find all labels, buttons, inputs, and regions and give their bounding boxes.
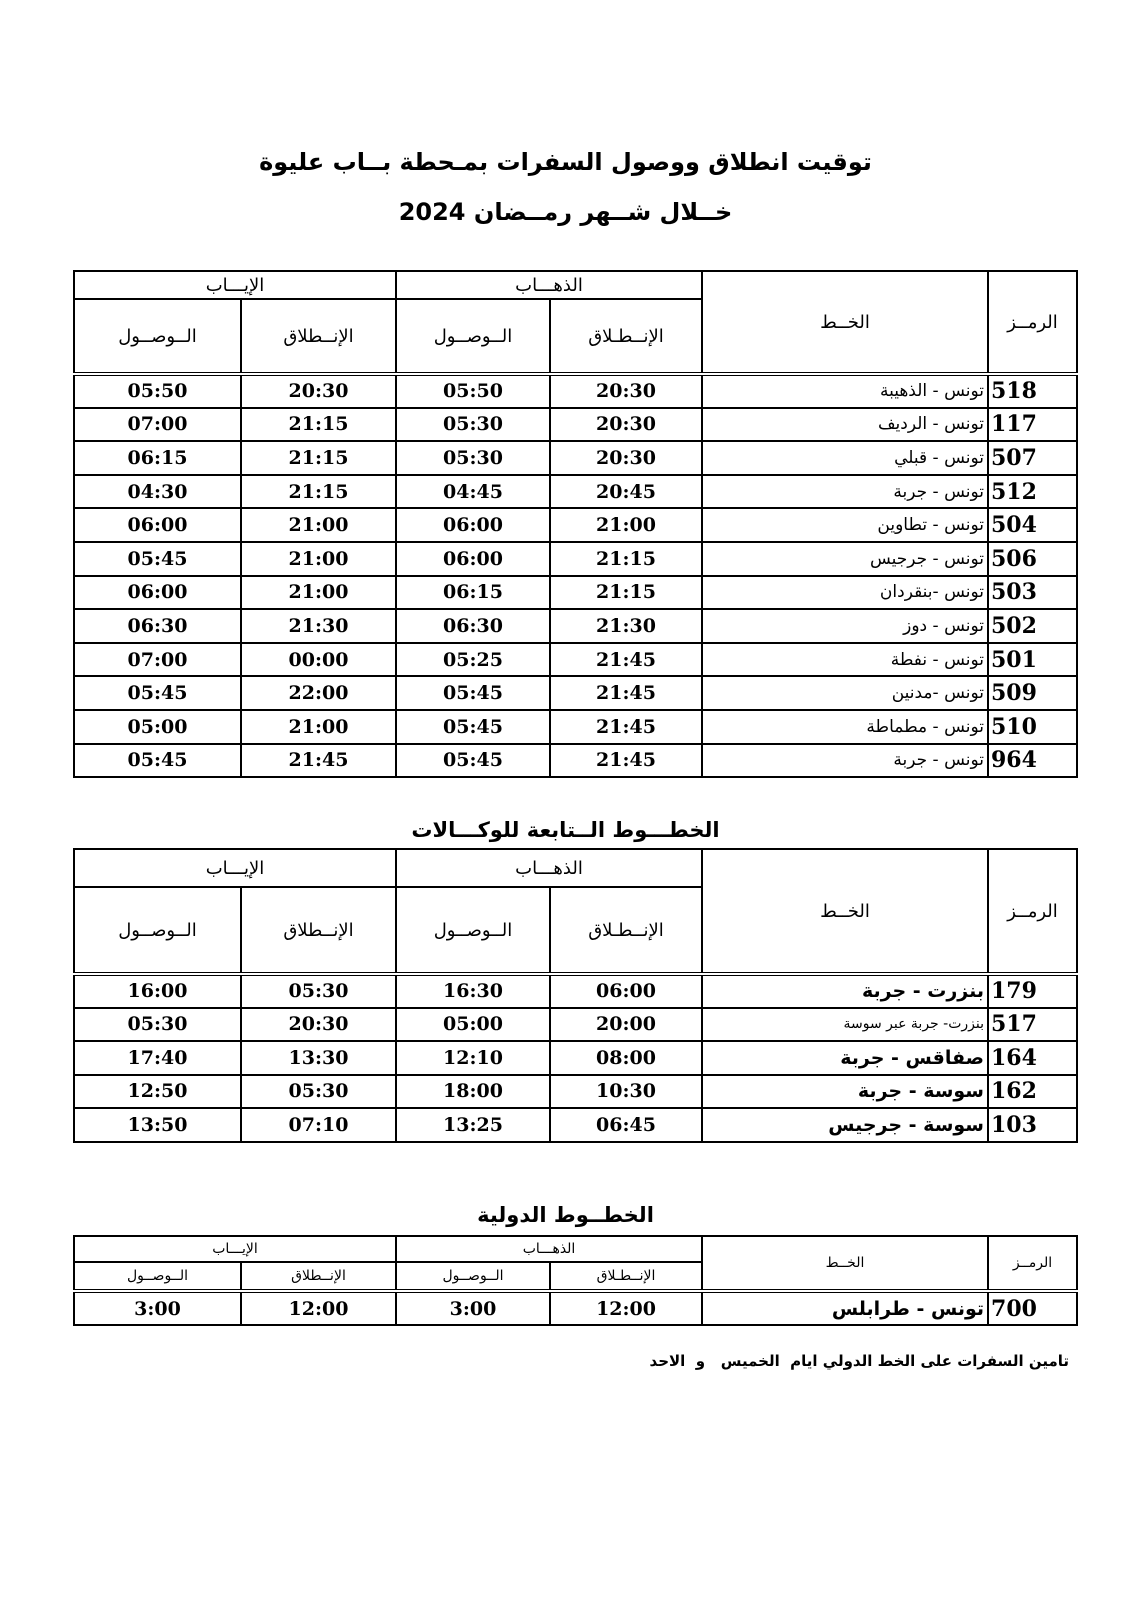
return-arrival: 06:00 [74,508,241,542]
return-departure-header: الإنــطلاق [241,887,396,974]
outbound-arrival-header: الــوصــول [396,299,550,374]
return-arrival: 17:40 [74,1041,241,1075]
outbound-departure: 20:30 [550,441,702,475]
code-header: الرمــز [988,1236,1077,1291]
return-arrival: 05:50 [74,374,241,408]
table-row [74,744,1077,778]
outbound-departure: 21:15 [550,576,702,610]
international-section-title: الخطــوط الدولية [477,1203,654,1227]
outbound-departure: 20:45 [550,475,702,509]
outbound-departure: 20:30 [550,374,702,408]
table-row [74,1008,1077,1042]
route-code: 503 [988,576,1077,610]
route-code: 179 [988,974,1077,1008]
line-header: الخــط [702,271,988,374]
outbound-arrival: 16:30 [396,974,550,1008]
page-title: توقيت انطلاق ووصول السفرات بمـحطة بــاب عليوة [259,148,872,176]
return-departure: 13:30 [241,1041,396,1075]
return-departure: 21:00 [241,542,396,576]
table-row [74,576,1077,610]
outbound-arrival: 05:00 [396,1008,550,1042]
outbound-arrival: 13:25 [396,1108,550,1142]
table-row [74,676,1077,710]
route-code: 509 [988,676,1077,710]
table-row [74,542,1077,576]
route-code: 162 [988,1075,1077,1109]
outbound-arrival: 05:30 [396,441,550,475]
outbound-departure: 20:00 [550,1008,702,1042]
return-arrival: 05:30 [74,1008,241,1042]
return-departure: 21:00 [241,508,396,542]
outbound-arrival: 04:45 [396,475,550,509]
outbound-arrival: 06:30 [396,609,550,643]
table-row [74,475,1077,509]
route-code: 117 [988,408,1077,442]
return-departure: 21:45 [241,744,396,778]
route-name: تونس - الرديف [702,408,988,442]
route-code: 964 [988,744,1077,778]
outbound-departure: 21:45 [550,744,702,778]
return-arrival: 07:00 [74,408,241,442]
outbound-departure: 10:30 [550,1075,702,1109]
return-arrival: 07:00 [74,643,241,677]
outbound-departure: 20:30 [550,408,702,442]
national-lines-table [73,270,1078,778]
outbound-departure: 08:00 [550,1041,702,1075]
return-departure: 05:30 [241,1075,396,1109]
route-code: 518 [988,374,1077,408]
return-departure: 21:15 [241,408,396,442]
return-departure: 20:30 [241,374,396,408]
code-header: الرمــز [988,271,1077,374]
table-row [74,374,1077,408]
return-departure-header: الإنــطلاق [241,299,396,374]
outbound-departure: 12:00 [550,1291,702,1325]
route-name: تونس - مطماطة [702,710,988,744]
route-name: تونس - تطاوين [702,508,988,542]
outbound-departure-header: الإنــطـلاق [550,1262,702,1291]
table-row [74,441,1077,475]
outbound-departure: 21:45 [550,710,702,744]
line-header: الخــط [702,1236,988,1291]
return-departure: 21:00 [241,576,396,610]
return-arrival: 12:50 [74,1075,241,1109]
return-arrival: 06:30 [74,609,241,643]
line-header: الخــط [702,849,988,974]
international-lines-table [73,1235,1078,1326]
route-name: صفاقس - جربة [702,1041,988,1075]
table-row [74,710,1077,744]
outbound-arrival: 05:45 [396,710,550,744]
outbound-departure: 21:45 [550,676,702,710]
table-row [74,1075,1077,1109]
return-departure: 00:00 [241,643,396,677]
route-name: تونس - نفطة [702,643,988,677]
outbound-header: الذهـــاب [396,271,702,299]
return-arrival: 05:45 [74,744,241,778]
return-arrival: 13:50 [74,1108,241,1142]
route-name: تونس - دوز [702,609,988,643]
table-row [74,1108,1077,1142]
route-code: 506 [988,542,1077,576]
return-departure: 22:00 [241,676,396,710]
return-departure: 05:30 [241,974,396,1008]
return-departure-header: الإنــطلاق [241,1262,396,1291]
return-departure: 21:15 [241,441,396,475]
return-arrival: 16:00 [74,974,241,1008]
return-arrival: 04:30 [74,475,241,509]
outbound-arrival: 06:00 [396,508,550,542]
outbound-arrival: 05:45 [396,744,550,778]
agency-lines-table [73,848,1078,1143]
route-name: بنزرت- جربة عبر سوسة [702,1008,988,1042]
outbound-arrival: 05:30 [396,408,550,442]
return-arrival: 06:15 [74,441,241,475]
route-code: 502 [988,609,1077,643]
return-arrival: 05:00 [74,710,241,744]
return-departure: 21:00 [241,710,396,744]
route-name: تونس - طرابلس [702,1291,988,1325]
code-header: الرمــز [988,849,1077,974]
outbound-arrival: 06:15 [396,576,550,610]
route-name: بنزرت - جربة [702,974,988,1008]
table-row [74,974,1077,1008]
outbound-arrival: 12:10 [396,1041,550,1075]
return-departure: 07:10 [241,1108,396,1142]
outbound-departure: 21:00 [550,508,702,542]
route-code: 512 [988,475,1077,509]
outbound-departure: 06:45 [550,1108,702,1142]
return-departure: 20:30 [241,1008,396,1042]
outbound-departure: 06:00 [550,974,702,1008]
route-code: 164 [988,1041,1077,1075]
route-name: تونس -بنقردان [702,576,988,610]
outbound-header: الذهـــاب [396,849,702,887]
route-name: سوسة - جربة [702,1075,988,1109]
route-name: تونس - جرجيس [702,542,988,576]
return-arrival-header: الــوصــول [74,299,241,374]
return-departure: 12:00 [241,1291,396,1325]
outbound-arrival-header: الــوصــول [396,887,550,974]
page-subtitle: خــلال شــهر رمــضان 2024 [398,198,733,226]
outbound-departure: 21:30 [550,609,702,643]
return-arrival-header: الــوصــول [74,1262,241,1291]
return-header: الإيـــاب [74,271,396,299]
table-row [74,508,1077,542]
table-row [74,643,1077,677]
international-note: تامين السفرات على الخط الدولي ايام الخميس و الاحد [649,1352,1069,1370]
outbound-arrival: 18:00 [396,1075,550,1109]
outbound-departure-header: الإنــطـلاق [550,299,702,374]
outbound-departure: 21:15 [550,542,702,576]
table-row [74,1291,1077,1325]
route-code: 700 [988,1291,1077,1325]
table-row [74,609,1077,643]
return-arrival-header: الــوصــول [74,887,241,974]
return-departure: 21:15 [241,475,396,509]
route-code: 510 [988,710,1077,744]
route-code: 103 [988,1108,1077,1142]
agencies-section-title: الخطـــوط الــتابعة للوكـــالات [411,818,720,842]
outbound-arrival: 06:00 [396,542,550,576]
return-header: الإيـــاب [74,849,396,887]
route-code: 501 [988,643,1077,677]
return-arrival: 05:45 [74,542,241,576]
route-name: سوسة - جرجيس [702,1108,988,1142]
outbound-departure-header: الإنــطـلاق [550,887,702,974]
route-name: تونس - الذهيبة [702,374,988,408]
route-name: تونس - جربة [702,744,988,778]
outbound-header: الذهـــاب [396,1236,702,1262]
route-code: 507 [988,441,1077,475]
table-row [74,1041,1077,1075]
return-departure: 21:30 [241,609,396,643]
outbound-arrival: 3:00 [396,1291,550,1325]
outbound-arrival-header: الــوصــول [396,1262,550,1291]
outbound-arrival: 05:50 [396,374,550,408]
route-name: تونس -مدنين [702,676,988,710]
return-arrival: 05:45 [74,676,241,710]
route-name: تونس - جربة [702,475,988,509]
return-header: الإيـــاب [74,1236,396,1262]
return-arrival: 3:00 [74,1291,241,1325]
route-code: 504 [988,508,1077,542]
route-code: 517 [988,1008,1077,1042]
table-row [74,408,1077,442]
outbound-arrival: 05:45 [396,676,550,710]
route-name: تونس - قبلي [702,441,988,475]
return-arrival: 06:00 [74,576,241,610]
outbound-arrival: 05:25 [396,643,550,677]
outbound-departure: 21:45 [550,643,702,677]
